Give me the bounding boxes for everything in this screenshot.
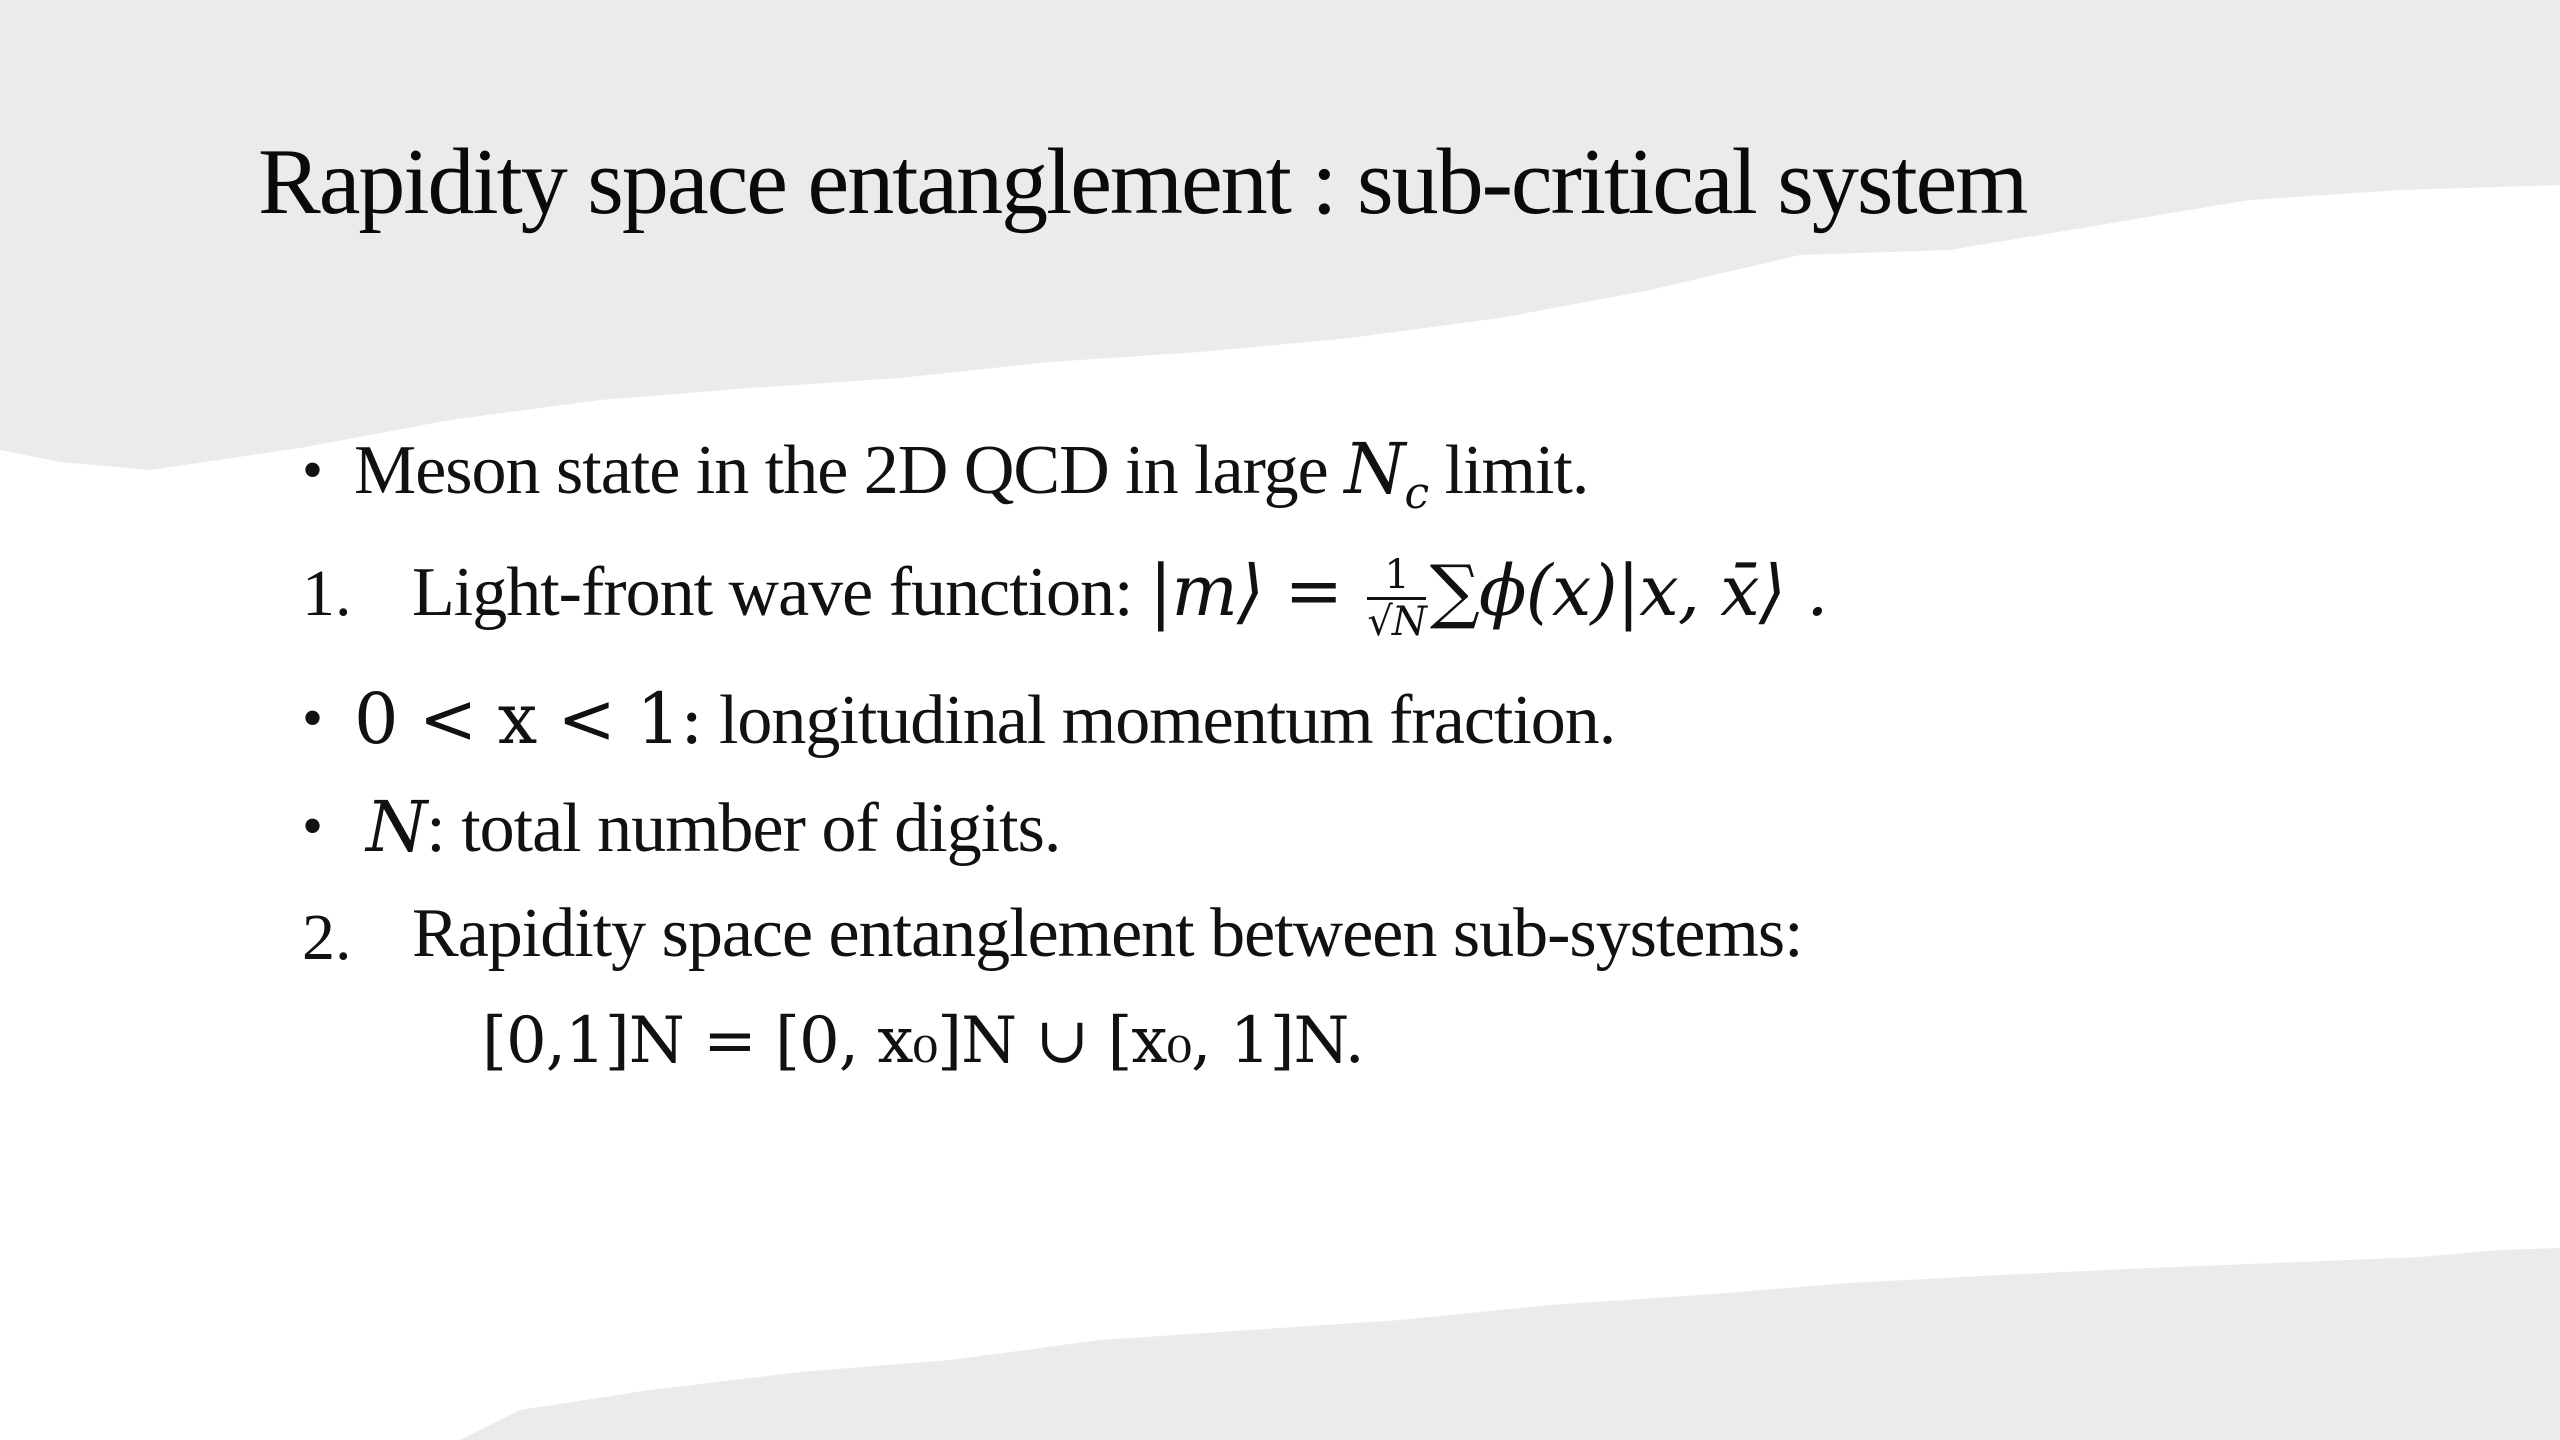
slide-title: Rapidity space entanglement : sub-critical system bbox=[258, 130, 2027, 234]
bottom-torn-paper bbox=[460, 1248, 2560, 1440]
bullet-marker: • bbox=[302, 437, 324, 503]
list-number-2: 2. bbox=[302, 901, 352, 974]
bullet-marker: • bbox=[302, 685, 324, 751]
list-number-1: 1. bbox=[302, 557, 352, 630]
list-item-wave-function: Light-front wave function: |m⟩ = $\frac{1}{√N}$ ∑ϕ(x)|x, x̄⟩ . bbox=[412, 550, 1828, 646]
bullet-item-meson-state: Meson state in the 2D QCD in large $N_c$ limit. bbox=[354, 428, 1589, 519]
bullet-marker: • bbox=[302, 793, 324, 859]
bullet-item-number-of-digits: N: total number of digits. bbox=[366, 786, 1061, 868]
fraction: $\frac{1}{√N}$ bbox=[1367, 552, 1426, 646]
list-item-rapidity-entanglement: Rapidity space entanglement between sub-systems: bbox=[412, 895, 1803, 972]
bullet-item-momentum-fraction: 0 < x < 1: longitudinal momentum fraction. bbox=[354, 678, 1616, 760]
subsystem-equation: [0,1]N = [0, x₀]N ∪ [x₀, 1]N. bbox=[482, 1004, 1364, 1078]
